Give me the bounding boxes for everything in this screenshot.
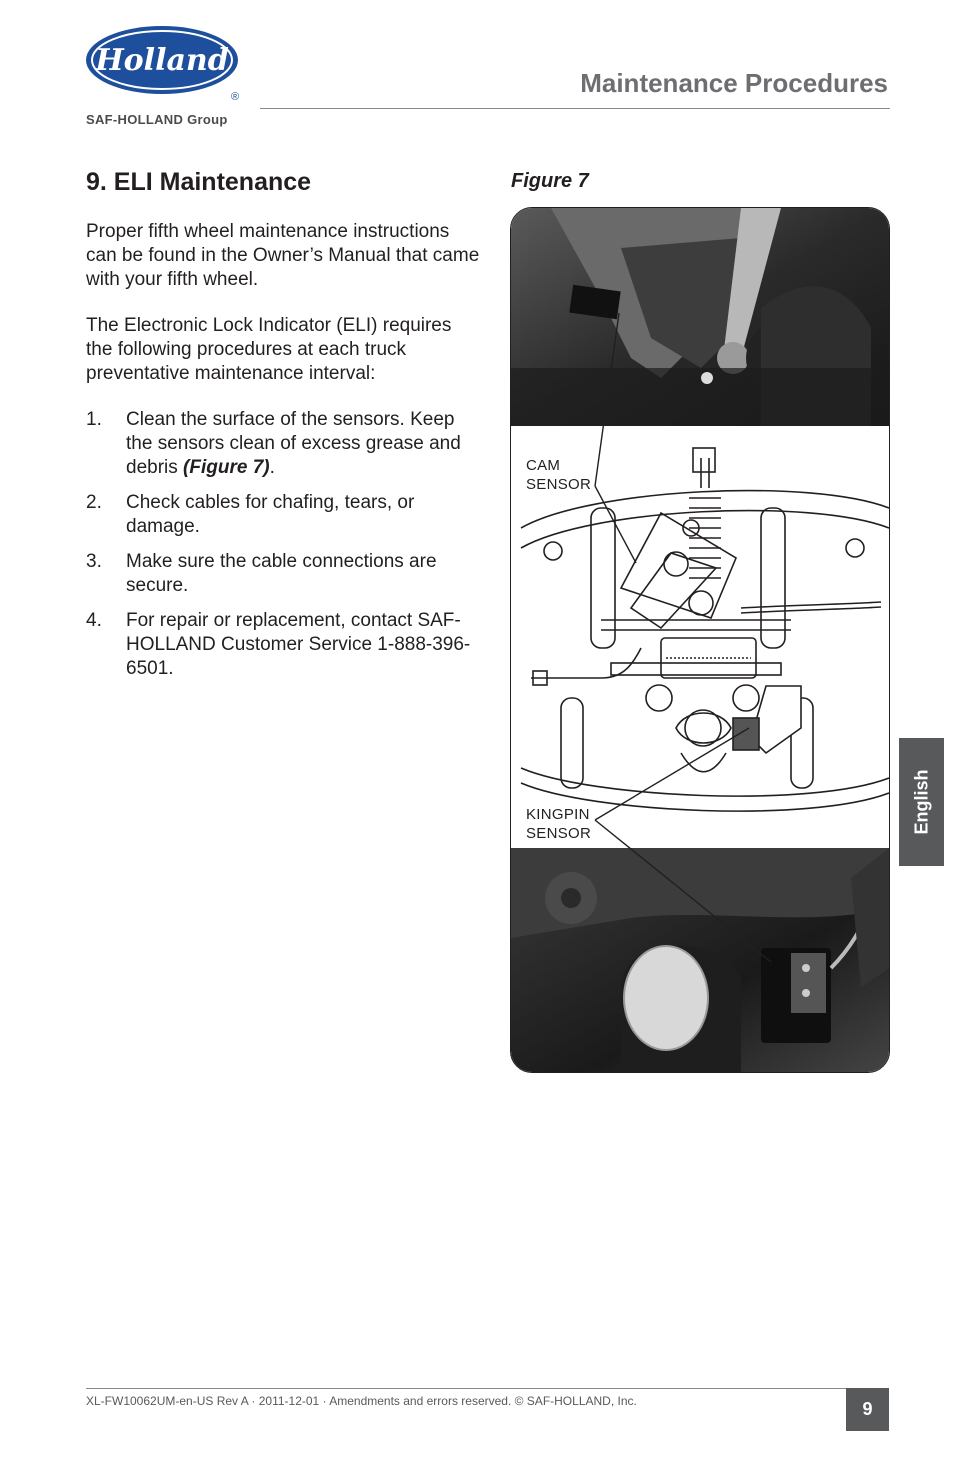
footer-divider xyxy=(86,1388,846,1389)
holland-logo xyxy=(84,24,242,104)
list-item xyxy=(86,491,481,539)
list-item xyxy=(86,550,481,598)
step-text: Check cables for chafing, tears, or damage. xyxy=(126,492,415,537)
kingpin-label-line2: SENSOR xyxy=(526,825,592,842)
svg-text:®: ® xyxy=(230,91,240,103)
cam-sensor-photo xyxy=(511,208,889,426)
kingpin-label-line1: KINGPIN xyxy=(526,806,590,823)
cam-label-line2: SENSOR xyxy=(526,476,592,493)
list-item xyxy=(86,408,481,480)
figure-caption: Figure 7 xyxy=(511,170,589,192)
procedure-list xyxy=(86,408,481,692)
step-text: Make sure the cable connections are secure. xyxy=(126,551,437,596)
intro-paragraph: Proper fifth wheel maintenance instructions can be found in the Owner’s Manual that came with your fifth wheel. xyxy=(86,221,480,290)
language-tab[interactable] xyxy=(899,738,944,866)
list-item xyxy=(86,609,481,681)
section-heading: 9. ELI Maintenance xyxy=(86,168,312,196)
eli-intro-paragraph: The Electronic Lock Indicator (ELI) requires the following procedures at each truck preventative maintenance interval: xyxy=(86,315,452,384)
step-number: 4. xyxy=(86,610,102,631)
step-text: For repair or replacement, contact SAF-HOLLAND Customer Service 1-888-396-6501. xyxy=(126,610,471,679)
step-number: 2. xyxy=(86,492,102,513)
svg-text:Holland: Holland xyxy=(95,43,229,78)
figure-reference: (Figure 7) xyxy=(183,457,270,478)
kingpin-sensor-label xyxy=(526,805,591,843)
step-text: Clean the surface of the sensors. Keep the sensors clean of excess grease and debris xyxy=(126,409,461,478)
fifth-wheel-line-drawing xyxy=(521,448,889,811)
cam-sensor-label xyxy=(526,456,591,494)
kingpin-sensor-photo xyxy=(511,848,889,1072)
header-divider xyxy=(260,108,890,109)
step-number: 1. xyxy=(86,409,102,430)
language-tab-label: English xyxy=(911,769,931,835)
sensor-illustration xyxy=(511,208,889,1072)
cam-label-line1: CAM xyxy=(526,457,561,474)
step-text-end: . xyxy=(269,457,275,478)
step-number: 3. xyxy=(86,551,102,572)
footer-doc-info: XL-FW10062UM-en-US Rev A · 2011-12-01 · Amendments and errors reserved. © SAF-HOLLAND, Inc. xyxy=(86,1394,637,1408)
company-group-name: SAF-HOLLAND Group xyxy=(86,112,228,127)
page-title: Maintenance Procedures xyxy=(580,68,888,98)
page-number: 9 xyxy=(846,1388,889,1431)
figure-7-illustration xyxy=(510,207,890,1073)
